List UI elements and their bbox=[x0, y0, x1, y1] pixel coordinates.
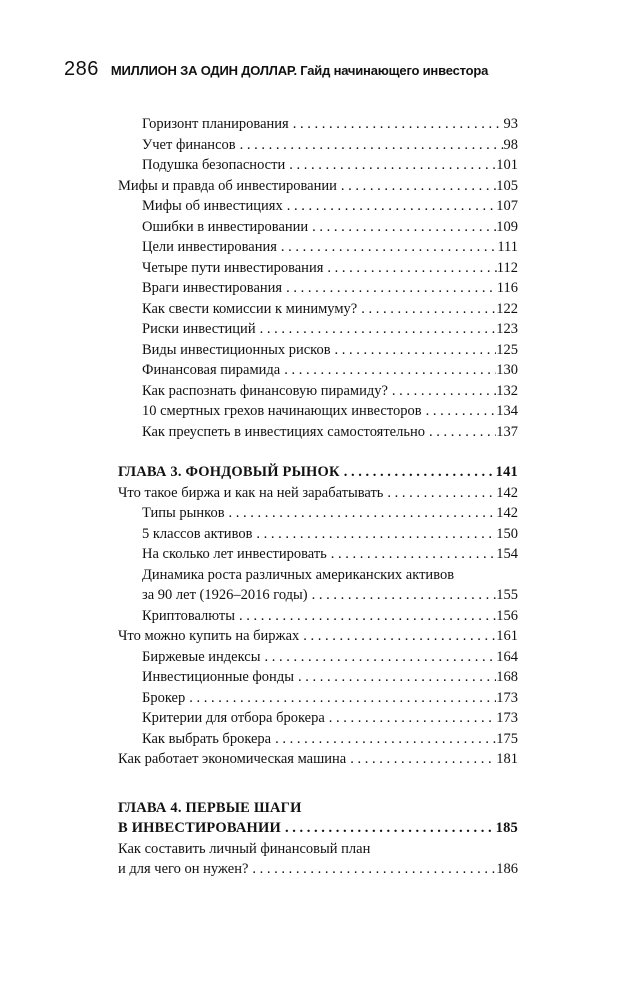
toc-section-top bbox=[118, 114, 518, 442]
toc-entry-title: 5 классов активов bbox=[142, 525, 253, 542]
toc-entry-page: 142 bbox=[496, 484, 518, 501]
toc-entry-page: 130 bbox=[496, 362, 518, 378]
toc-entry bbox=[118, 217, 518, 238]
toc-entry bbox=[118, 524, 518, 545]
toc-entry-page: 111 bbox=[497, 239, 518, 255]
toc-entry bbox=[118, 278, 518, 299]
toc-entry-page: 164 bbox=[496, 648, 518, 665]
chapter-4-title-line1: ГЛАВА 4. ПЕРВЫЕ ШАГИ bbox=[118, 799, 302, 816]
toc-entry-title: Как составить личный финансовый план bbox=[118, 840, 371, 857]
dot-leader bbox=[294, 667, 496, 688]
running-head bbox=[64, 58, 564, 81]
dot-leader bbox=[280, 360, 496, 381]
toc-entry-page: 112 bbox=[496, 259, 518, 276]
toc-entry bbox=[118, 859, 518, 880]
toc-entry bbox=[118, 176, 518, 197]
dot-leader bbox=[260, 647, 496, 668]
dot-leader bbox=[425, 422, 496, 443]
toc-entry bbox=[118, 708, 518, 729]
toc-entry-page: 161 bbox=[496, 628, 518, 644]
toc-entry bbox=[118, 114, 518, 135]
dot-leader bbox=[256, 319, 497, 340]
toc-entry bbox=[118, 839, 518, 860]
toc-entry bbox=[118, 688, 518, 709]
dot-leader bbox=[252, 524, 496, 545]
toc-entry-title: Ошибки в инвестировании bbox=[142, 218, 309, 235]
dot-leader bbox=[271, 729, 496, 750]
toc-entry-title: Типы рынков bbox=[142, 505, 225, 521]
toc-entry bbox=[118, 483, 518, 504]
toc-entry-page: 105 bbox=[496, 177, 518, 194]
toc-entry-title: Как работает экономическая машина bbox=[118, 751, 347, 767]
toc-entry bbox=[118, 360, 518, 381]
toc-entry bbox=[118, 155, 518, 176]
dot-leader bbox=[185, 688, 496, 709]
book-title: МИЛЛИОН ЗА ОДИН ДОЛЛАР. bbox=[110, 63, 297, 78]
toc-entry-page: 142 bbox=[496, 505, 518, 521]
toc-entry-title: Биржевые индексы bbox=[142, 648, 261, 665]
toc-entry-page: 101 bbox=[496, 157, 518, 173]
chapter-3-title: ГЛАВА 3. ФОНДОВЫЙ РЫНОК bbox=[118, 464, 340, 480]
toc-entry bbox=[118, 299, 518, 320]
dot-leader bbox=[331, 340, 497, 361]
toc-entry-title: за 90 лет (1926–2016 годы) bbox=[142, 587, 308, 603]
toc-entry-title: На сколько лет инвестировать bbox=[142, 546, 327, 562]
chapter-4-title-line2: В ИНВЕСТИРОВАНИИ bbox=[118, 820, 281, 836]
toc-entry-title: Как преуспеть в инвестициях самостоятельно bbox=[142, 423, 425, 440]
page-number: 286 bbox=[64, 58, 99, 80]
toc-entry-page: 107 bbox=[496, 198, 518, 214]
dot-leader bbox=[235, 606, 496, 627]
dot-leader bbox=[325, 708, 496, 729]
toc-entry-title: Мифы и правда об инвестировании bbox=[118, 177, 337, 194]
dot-leader bbox=[308, 585, 497, 606]
dot-leader bbox=[289, 114, 504, 135]
toc-entry-page: 132 bbox=[496, 382, 518, 399]
toc-entry bbox=[118, 647, 518, 668]
toc-entry bbox=[118, 319, 518, 340]
toc-entry-page: 134 bbox=[496, 403, 518, 419]
dot-leader bbox=[282, 278, 497, 299]
toc-entry-title: Мифы об инвестициях bbox=[142, 198, 283, 214]
dot-leader bbox=[337, 176, 496, 197]
dot-leader bbox=[299, 626, 496, 647]
toc-entry-page: 150 bbox=[496, 525, 518, 542]
running-title bbox=[111, 63, 488, 78]
toc-entry-title: Учет финансов bbox=[142, 136, 236, 153]
dot-leader bbox=[357, 299, 496, 320]
toc-entry bbox=[118, 585, 518, 606]
toc-entry bbox=[118, 422, 518, 443]
dot-leader bbox=[248, 859, 496, 880]
toc-entry-page: 155 bbox=[496, 587, 518, 603]
toc-entry bbox=[118, 606, 518, 627]
dot-leader bbox=[422, 401, 497, 422]
toc-entry-title: Криптовалюты bbox=[142, 607, 236, 624]
toc-entry-title: Финансовая пирамида bbox=[142, 362, 281, 378]
toc-entry-title: 10 смертных грехов начинающих инвесторов bbox=[142, 403, 422, 419]
toc-entry bbox=[118, 544, 518, 565]
dot-leader bbox=[283, 196, 497, 217]
toc-entry-page: 168 bbox=[496, 669, 518, 685]
toc-section-chapter-3 bbox=[118, 483, 518, 770]
toc-entry bbox=[118, 258, 518, 279]
toc-section-chapter-4 bbox=[118, 839, 518, 880]
toc-entry bbox=[118, 565, 518, 586]
toc-entry-title: Что такое биржа и как на ней зарабатывать bbox=[118, 484, 384, 501]
dot-leader bbox=[225, 503, 497, 524]
toc-entry bbox=[118, 503, 518, 524]
dot-leader bbox=[383, 483, 496, 504]
toc-entry-title: Риски инвестиций bbox=[142, 321, 256, 337]
toc-entry-title: Виды инвестиционных рисков bbox=[142, 341, 331, 358]
dot-leader bbox=[277, 237, 497, 258]
dot-leader bbox=[308, 217, 496, 238]
dot-leader bbox=[388, 381, 496, 402]
dot-leader bbox=[236, 135, 504, 156]
toc-entry-title: Четыре пути инвестирования bbox=[142, 259, 324, 276]
toc-entry-page: 122 bbox=[496, 300, 518, 317]
toc-entry bbox=[118, 340, 518, 361]
toc-entry-page: 173 bbox=[496, 689, 518, 706]
toc-entry-title: Критерии для отбора брокера bbox=[142, 710, 325, 726]
toc-entry bbox=[118, 626, 518, 647]
toc-entry bbox=[118, 667, 518, 688]
chapter-3-page: 141 bbox=[495, 464, 518, 480]
toc-entry bbox=[118, 401, 518, 422]
toc-entry bbox=[118, 381, 518, 402]
chapter-4-heading-line1 bbox=[118, 798, 518, 819]
toc-entry-page: 98 bbox=[503, 136, 518, 153]
toc-entry-title: Что можно купить на биржах bbox=[118, 628, 300, 644]
toc-entry-title: Цели инвестирования bbox=[142, 239, 277, 255]
toc-entry-page: 109 bbox=[496, 218, 518, 235]
toc-entry-page: 175 bbox=[496, 730, 518, 747]
toc-entry-title: Инвестиционные фонды bbox=[142, 669, 294, 685]
dot-leader bbox=[285, 155, 496, 176]
toc-entry bbox=[118, 237, 518, 258]
chapter-4-page: 185 bbox=[495, 820, 518, 836]
toc-entry-page: 156 bbox=[496, 607, 518, 624]
toc-entry-title: Подушка безопасности bbox=[142, 157, 286, 173]
toc-entry-title: Горизонт планирования bbox=[142, 116, 289, 132]
toc-entry-page: 116 bbox=[496, 280, 518, 296]
dot-leader bbox=[340, 462, 496, 483]
dot-leader bbox=[327, 544, 496, 565]
toc-entry-page: 173 bbox=[496, 710, 518, 726]
toc-entry-page: 125 bbox=[496, 341, 518, 358]
toc-entry-page: 154 bbox=[496, 546, 518, 562]
toc-entry bbox=[118, 135, 518, 156]
toc-entry-page: 181 bbox=[496, 751, 518, 767]
toc-entry-page: 123 bbox=[496, 321, 518, 337]
toc-entry-title: Как распознать финансовую пирамиду? bbox=[142, 382, 388, 399]
toc-entry bbox=[118, 749, 518, 770]
toc-entry-page: 186 bbox=[496, 861, 518, 877]
dot-leader bbox=[281, 818, 496, 839]
dot-leader bbox=[323, 258, 496, 279]
toc-entry bbox=[118, 196, 518, 217]
toc-entry bbox=[118, 729, 518, 750]
toc-entry-title: Как выбрать брокера bbox=[142, 730, 272, 747]
toc-entry-title: Как свести комиссии к минимуму? bbox=[142, 300, 358, 317]
table-of-contents bbox=[118, 114, 518, 880]
book-subtitle: Гайд начинающего инвестора bbox=[300, 63, 489, 78]
chapter-4-heading-line2 bbox=[118, 818, 518, 839]
toc-entry-page: 137 bbox=[496, 423, 518, 440]
dot-leader bbox=[346, 749, 496, 770]
toc-entry-page: 93 bbox=[503, 116, 518, 132]
toc-entry-title: Враги инвестирования bbox=[142, 280, 283, 296]
toc-entry-title: Брокер bbox=[142, 689, 186, 706]
chapter-3-heading bbox=[118, 462, 518, 483]
toc-entry-title: Динамика роста различных американских активов bbox=[142, 566, 455, 583]
toc-entry-title: и для чего он нужен? bbox=[118, 861, 249, 877]
